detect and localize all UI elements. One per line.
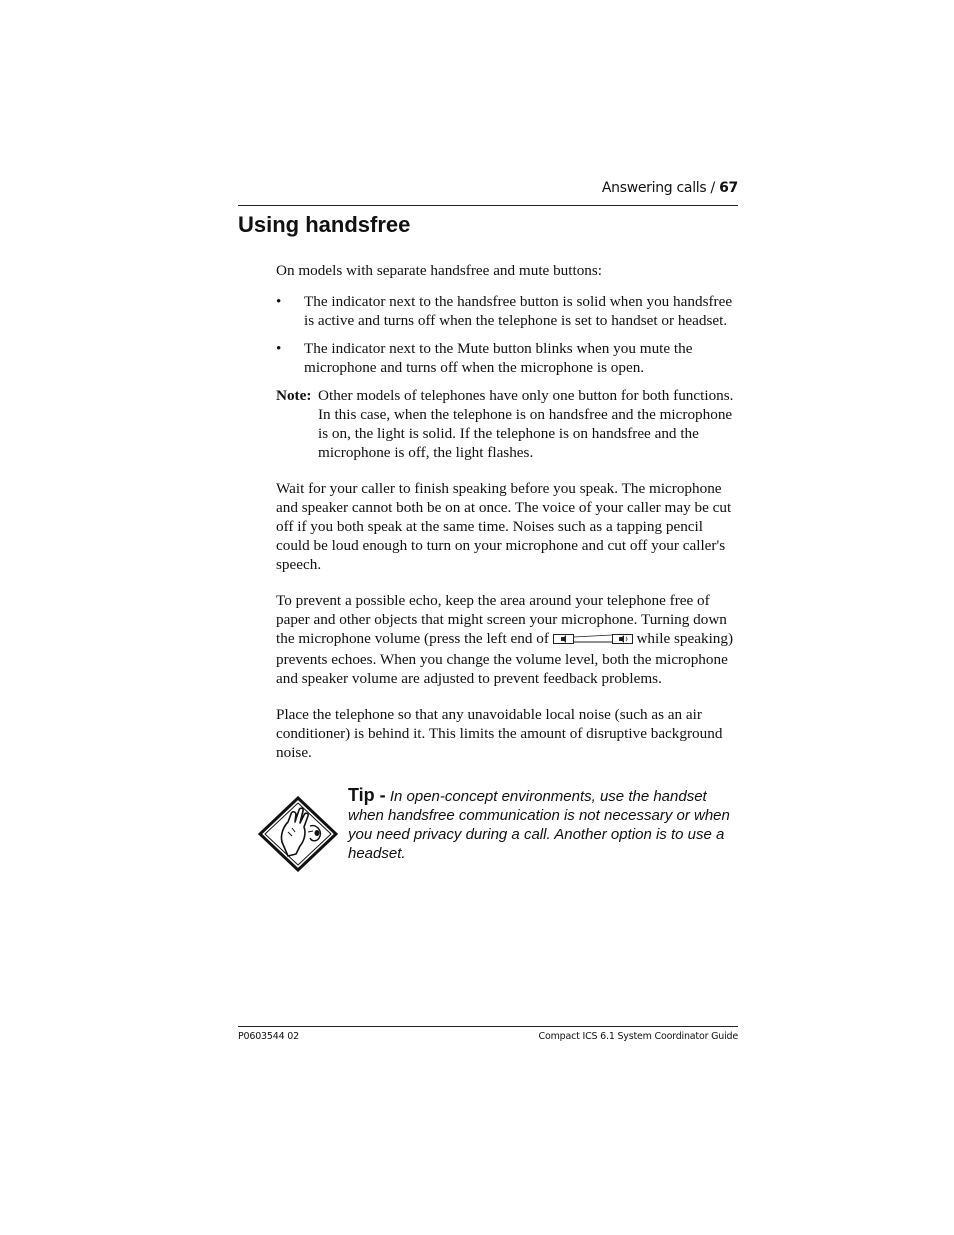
bullet-text: The indicator next to the handsfree button is solid when you handsfree is active and turns off when the telephone is set to handset or headset. bbox=[304, 293, 733, 329]
guide-title: Compact ICS 6.1 System Coordinator Guide bbox=[538, 1031, 738, 1042]
volume-bar-icon bbox=[553, 631, 633, 650]
tip-text: In open-concept environments, use the handset when handsfree communication is not necessary or when you need privacy during a call. Another option is to use a headset. bbox=[348, 788, 730, 862]
note-text: Other models of telephones have only one button for both functions. In this case, when the telephone is on handsfree and the microphone is on, the light is solid. If the telephone is on handsfree and the microphone is off, the light flashes. bbox=[318, 387, 734, 461]
echo-text-before: To prevent a possible echo, keep the area around your telephone free of paper and other objects that might screen your microphone. Turning down the microphone volume (press the left end of bbox=[276, 592, 727, 647]
tip-block bbox=[348, 786, 740, 863]
raised-hand-tip-icon bbox=[258, 796, 338, 877]
placement-paragraph: Place the telephone so that any unavoidable local noise (such as an air conditioner) is behind it. This limits the amount of disruptive background noise. bbox=[276, 706, 723, 761]
wait-paragraph: Wait for your caller to finish speaking before you speak. The microphone and speaker cannot both be on at once. The voice of your caller may be cut off if you both speak at the same time. Noises such as a tapping pencil could be loud enough to turn on your microphone and cut off your caller's speech. bbox=[276, 480, 732, 573]
footer-rule bbox=[238, 1026, 738, 1027]
running-header bbox=[560, 180, 738, 196]
page-title: Using handsfree bbox=[238, 212, 411, 237]
bullet-marker: • bbox=[276, 340, 282, 357]
tip-label: Tip - bbox=[348, 785, 386, 805]
page-number: 67 bbox=[719, 180, 738, 196]
header-section: Answering calls / bbox=[601, 180, 715, 196]
echo-text-after: while speaking) prevents echoes. When you change the volume level, both the microphone and speaker volume are adjusted to prevent feedback problems. bbox=[276, 630, 734, 687]
bullet-marker: • bbox=[276, 293, 282, 310]
intro-paragraph: On models with separate handsfree and mute buttons: bbox=[276, 262, 603, 279]
bullet-text: The indicator next to the Mute button blinks when you mute the microphone and turns off when the microphone is open. bbox=[304, 340, 693, 376]
document-number: P0603544 02 bbox=[238, 1031, 299, 1042]
note-label: Note: bbox=[276, 387, 312, 404]
echo-paragraph bbox=[276, 591, 740, 688]
header-rule bbox=[238, 205, 738, 206]
